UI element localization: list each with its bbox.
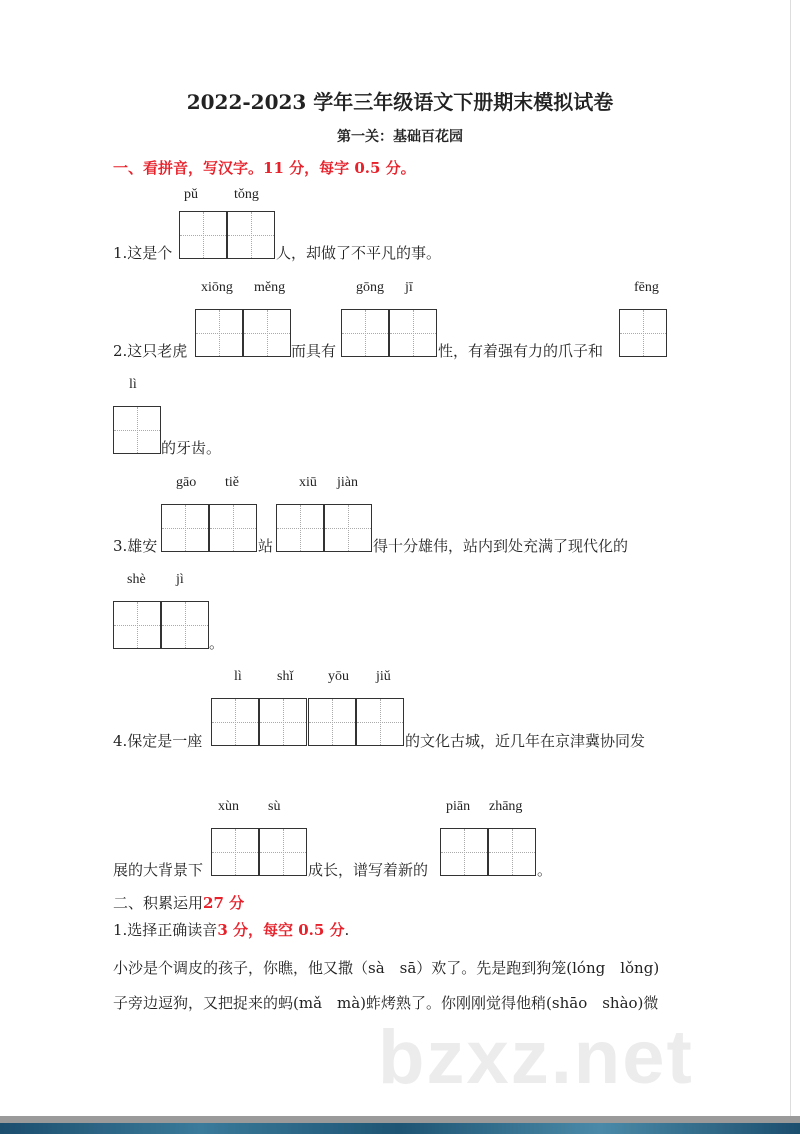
background-strip: [0, 1123, 800, 1134]
s2-question-1: [113, 920, 349, 940]
s2q1-end: .: [344, 921, 350, 939]
writing-box[interactable]: [259, 698, 307, 746]
section-1-score: 11 分，每字 0.5 分。: [263, 159, 416, 177]
s2q1-label: 1.选择正确读音: [113, 921, 218, 939]
pinyin: zhāng: [489, 799, 523, 814]
pinyin: měng: [254, 280, 286, 295]
writing-box[interactable]: [113, 406, 161, 454]
question-text: 1.这是个: [113, 244, 173, 262]
pinyin: shè: [127, 572, 146, 587]
pinyin: gāo: [176, 475, 197, 490]
writing-box[interactable]: [211, 698, 259, 746]
writing-box[interactable]: [179, 211, 227, 259]
writing-box[interactable]: [324, 504, 372, 552]
pinyin: jiǔ: [376, 669, 391, 684]
pinyin: jì: [176, 572, 184, 587]
question-text: 性，有着强有力的爪子和: [438, 342, 604, 360]
question-text: 而具有: [291, 342, 337, 360]
s2q1-score: 3 分，每空 0.5 分: [217, 921, 345, 939]
question-text: 。: [209, 634, 225, 652]
writing-box[interactable]: [209, 504, 257, 552]
pinyin: tǒng: [234, 187, 259, 202]
writing-box[interactable]: [259, 828, 307, 876]
pinyin: lì: [234, 669, 242, 684]
writing-box[interactable]: [308, 698, 356, 746]
watermark: bzxz.net: [378, 1015, 694, 1100]
pinyin: xiū: [299, 475, 317, 490]
paragraph-line: 子旁边逗狗，又把捉来的蚂(mǎ mà)蚱烤熟了。你刚刚觉得他稍(shāo shào)微: [113, 994, 659, 1012]
writing-box[interactable]: [356, 698, 404, 746]
question-text: 人，却做了不平凡的事。: [276, 244, 442, 262]
question-text: 的牙齿。: [161, 439, 222, 457]
page-title: 2022-2023 学年三年级语文下册期末模拟试卷: [186, 90, 614, 114]
section-2-heading: [113, 893, 244, 913]
writing-box[interactable]: [276, 504, 324, 552]
section-2-label: 二、积累运用: [113, 894, 204, 912]
writing-box[interactable]: [440, 828, 488, 876]
writing-box[interactable]: [243, 309, 291, 357]
writing-box[interactable]: [389, 309, 437, 357]
paragraph-line: 小沙是个调皮的孩子，你瞧，他又撒（sà sā）欢了。先是跑到狗笼(lóng lǒng): [113, 959, 660, 977]
writing-box[interactable]: [211, 828, 259, 876]
pinyin: pǔ: [184, 187, 198, 202]
pinyin: fēng: [634, 280, 659, 295]
writing-box[interactable]: [161, 504, 209, 552]
question-text: 2.这只老虎: [113, 342, 188, 360]
writing-box[interactable]: [113, 601, 161, 649]
pinyin: piān: [446, 799, 471, 814]
writing-box[interactable]: [619, 309, 667, 357]
pinyin: lì: [129, 377, 137, 392]
writing-box[interactable]: [488, 828, 536, 876]
section-1-label: 一、看拼音，写汉字。: [113, 159, 264, 177]
pinyin: sù: [268, 799, 281, 814]
page-bottom-edge: [0, 1116, 800, 1123]
writing-box[interactable]: [195, 309, 243, 357]
question-text: 展的大背景下: [113, 861, 204, 879]
pinyin: xiōng: [201, 280, 233, 295]
pinyin: jī: [405, 280, 413, 295]
pinyin: gōng: [356, 280, 384, 295]
pinyin: yōu: [328, 669, 349, 684]
pinyin: shǐ: [277, 669, 294, 684]
question-text: 的文化古城，近几年在京津冀协同发: [405, 732, 646, 750]
question-text: 成长，谱写着新的: [308, 861, 429, 879]
pinyin: jiàn: [337, 475, 358, 490]
pinyin: xùn: [218, 799, 239, 814]
writing-box[interactable]: [161, 601, 209, 649]
question-text: 。: [537, 861, 553, 879]
question-text: 站: [258, 537, 274, 555]
page-edge: [790, 0, 791, 1116]
section-2-score: 27 分: [203, 894, 245, 912]
subtitle: 第一关：基础百花园: [337, 129, 463, 145]
section-1-heading: [113, 158, 416, 178]
writing-box[interactable]: [227, 211, 275, 259]
pinyin: tiě: [225, 475, 239, 490]
question-text: 3.雄安: [113, 537, 158, 555]
question-text: 4.保定是一座: [113, 732, 203, 750]
question-text: 得十分雄伟，站内到处充满了现代化的: [373, 537, 629, 555]
writing-box[interactable]: [341, 309, 389, 357]
